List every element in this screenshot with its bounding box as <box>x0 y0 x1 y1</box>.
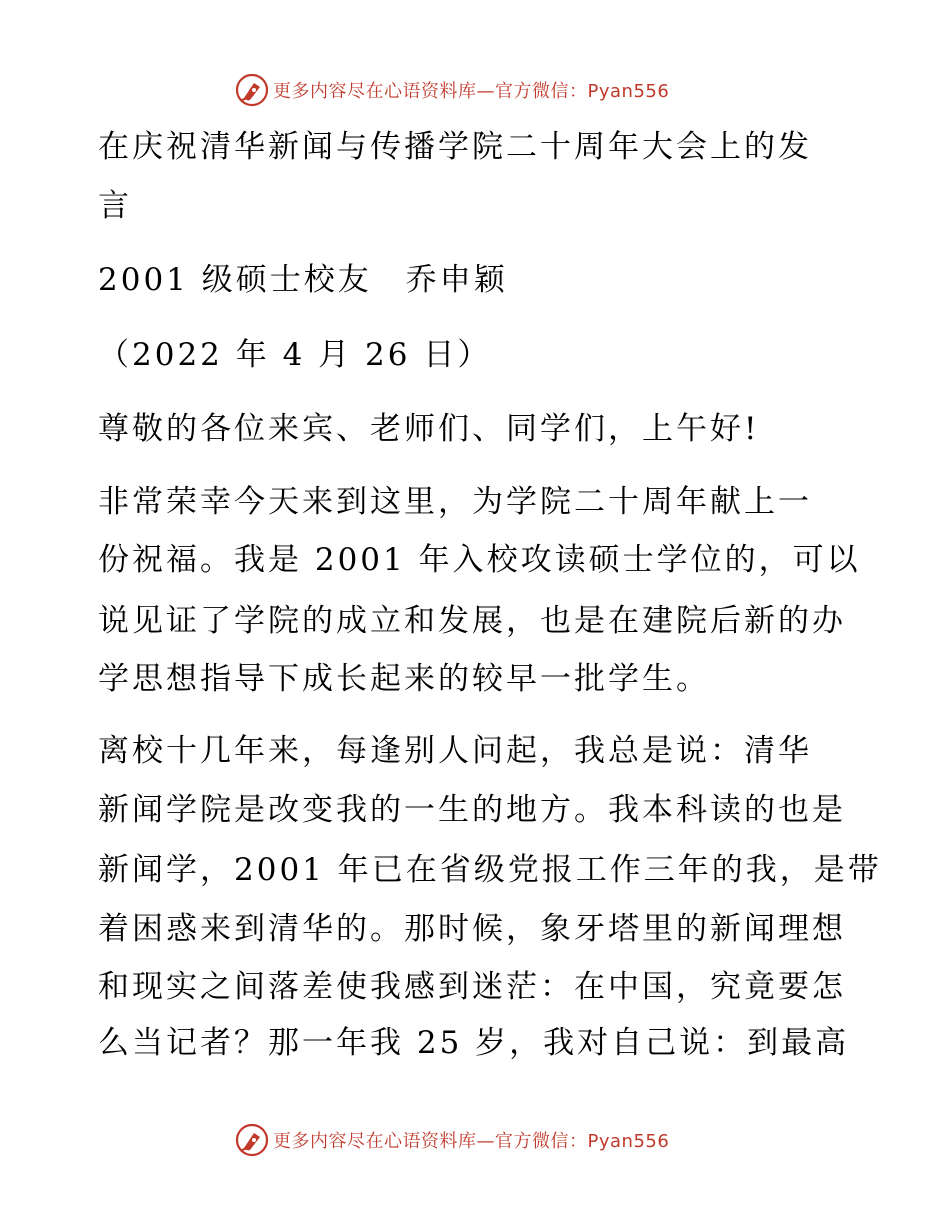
paragraph-1-line-4: 学思想指导下成长起来的较早一批学生。 <box>98 661 710 697</box>
paragraph-2-line-5: 和现实之间落差使我感到迷茫：在中国，究竟要怎 <box>98 969 846 1005</box>
author-line: 2001 级硕士校友 乔申颖 <box>98 262 508 298</box>
paragraph-1-line-2: 份祝福。我是 2001 年入校攻读硕士学位的，可以 <box>98 542 861 578</box>
greeting-line: 尊敬的各位来宾、老师们、同学们，上午好! <box>98 411 760 447</box>
footer-banner <box>235 1122 669 1158</box>
paragraph-2-line-2: 新闻学院是改变我的一生的地方。我本科读的也是 <box>98 792 846 828</box>
paragraph-2-line-6: 么当记者？那一年我 25 岁，我对自己说：到最高 <box>98 1025 850 1061</box>
paragraph-2-line-3: 新闻学，2001 年已在省级党报工作三年的我，是带 <box>98 852 882 888</box>
paragraph-1-line-3: 说见证了学院的成立和发展，也是在建院后新的办 <box>98 603 846 639</box>
footer-banner-text: 更多内容尽在心语资料库—官方微信：Pyan556 <box>273 1131 670 1152</box>
date-line: （2022 年 4 月 26 日） <box>98 337 492 373</box>
speech-title-line-1: 在庆祝清华新闻与传播学院二十周年大会上的发 <box>98 129 812 165</box>
paragraph-2-line-1: 离校十几年来，每逢别人问起，我总是说：清华 <box>98 733 812 769</box>
paragraph-1-line-1: 非常荣幸今天来到这里，为学院二十周年献上一 <box>98 484 812 520</box>
speech-title-line-2: 言 <box>98 188 132 224</box>
paragraph-2-line-4: 着困惑来到清华的。那时候，象牙塔里的新闻理想 <box>98 911 846 947</box>
header-banner-text: 更多内容尽在心语资料库—官方微信：Pyan556 <box>273 81 670 102</box>
pen-nib-logo-icon <box>235 1123 269 1157</box>
